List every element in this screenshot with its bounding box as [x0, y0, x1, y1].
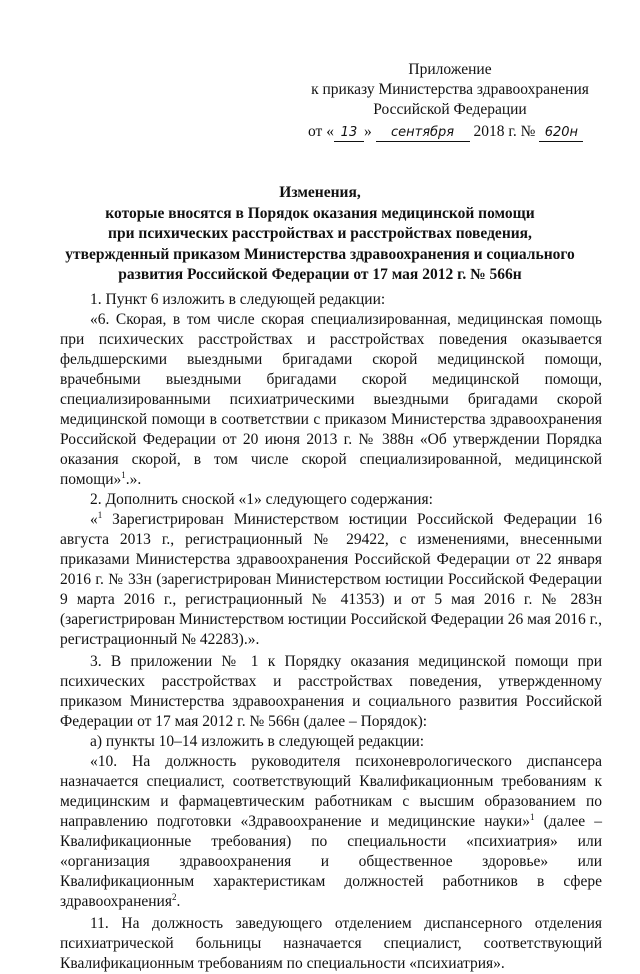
paragraph-2 — [60, 310, 602, 490]
paragraph-7 — [60, 752, 602, 912]
appendix-country: Российской Федерации — [373, 101, 527, 118]
paragraph-6: а) пункты 10–14 изложить в следующей редакции: — [90, 733, 425, 750]
paragraph-8: 11. На должность заведующего отделением диспансерного отделения психиатрической больницы назначается специалист, соответствующий Квалификационным требованиям по специальности «психиатрия». — [60, 915, 602, 972]
appendix-date-line — [300, 122, 600, 142]
footnote-mark: 2 — [171, 891, 177, 902]
paragraph-7-text-b: (далее – Квалификационные требования) по специальности «психиатрия» или «организация здравоохранения и общественное здоровье» или Квалификационным характеристикам должностей работников в сфере здравоохранения — [60, 813, 602, 910]
date-year: 2018 г. № — [469, 123, 540, 140]
document-title — [40, 183, 600, 286]
document-body — [60, 290, 602, 974]
date-prefix: от « — [308, 123, 334, 140]
paragraph-4 — [60, 510, 602, 650]
title-line-4: утвержденный приказом Министерства здравоохранения и социального — [65, 245, 575, 263]
title-line-1: Изменения, — [279, 184, 361, 201]
appendix-order-ref: к приказу Министерства здравоохранения — [311, 81, 589, 98]
appendix-header — [300, 60, 600, 142]
handwritten-month: сентября — [376, 125, 470, 142]
paragraph-5: 3. В приложении № 1 к Порядку оказания медицинской помощи при психических расстройствах и расстройствах поведения, утвержденному приказом Министерства здравоохранения и социального развития Российской Федерации от 17 мая 2012 г. № 566н (далее – Порядок): — [60, 653, 602, 730]
title-line-3: при психических расстройствах и расстройствах поведения, — [108, 225, 532, 242]
paragraph-4-open: « — [90, 511, 98, 528]
paragraph-7-text-c: . — [176, 893, 181, 910]
title-line-5: развития Российской Федерации от 17 мая 2012 г. № 566н — [118, 266, 522, 283]
title-line-2: которые вносятся в Порядок оказания медицинской помощи — [105, 204, 535, 222]
handwritten-day: 13 — [334, 125, 364, 142]
paragraph-2-text: «6. Скорая, в том числе скорая специализированная, медицинская помощь при психических расстройствах и расстройствах поведения оказывается фельдшерскими выездными бригадами скорой медицинской помощи, врачебными выездными бригадами скорой медицинской помощи, специализированными психиатрическими выездными бригадами скорой медицинской помощи в соответствии с приказом Министерства здравоохранения Российской Федерации от 20 июня 2013 г. № 388н «Об утверждении Порядка оказания скорой, в том числе скорой специализированной, медицинской помощи» — [60, 311, 602, 488]
paragraph-2-end: .». — [125, 471, 142, 488]
date-mid: » — [363, 123, 376, 140]
appendix-label: Приложение — [408, 61, 492, 78]
paragraph-7-text-a: «10. На должность руководителя психоневрологического диспансера назначается специалист, соответствующий Квалификационным требованиям к медицинским и фармацевтическим работникам с высшим образованием по направлению подготовки «Здравоохранение и медицинские науки» — [60, 753, 602, 830]
paragraph-4-text: Зарегистрирован Министерством юстиции Российской Федерации 16 августа 2013 г., регистрационный № 29422, с изменениями, внесенными приказами Министерства здравоохранения Российской Федерации от 22 января 2016 г. № 33н (зарегистрирован Министерством юстиции Российской Федерации 9 марта 2016 г., регистрационный № 41353) и от 5 мая 2016 г. № 283н (зарегистрирован Министерством юстиции Российской Федерации 26 мая 2016 г., регистрационный № 42283).». — [60, 511, 602, 648]
paragraph-1: 1. Пункт 6 изложить в следующей редакции: — [90, 291, 386, 308]
footnote-mark: 1 — [97, 509, 103, 520]
footnote-mark: 1 — [121, 469, 126, 480]
paragraph-3: 2. Дополнить сноской «1» следующего содержания: — [90, 491, 433, 508]
footnote-mark: 1 — [529, 811, 535, 822]
handwritten-order-number: 620н — [539, 125, 583, 142]
